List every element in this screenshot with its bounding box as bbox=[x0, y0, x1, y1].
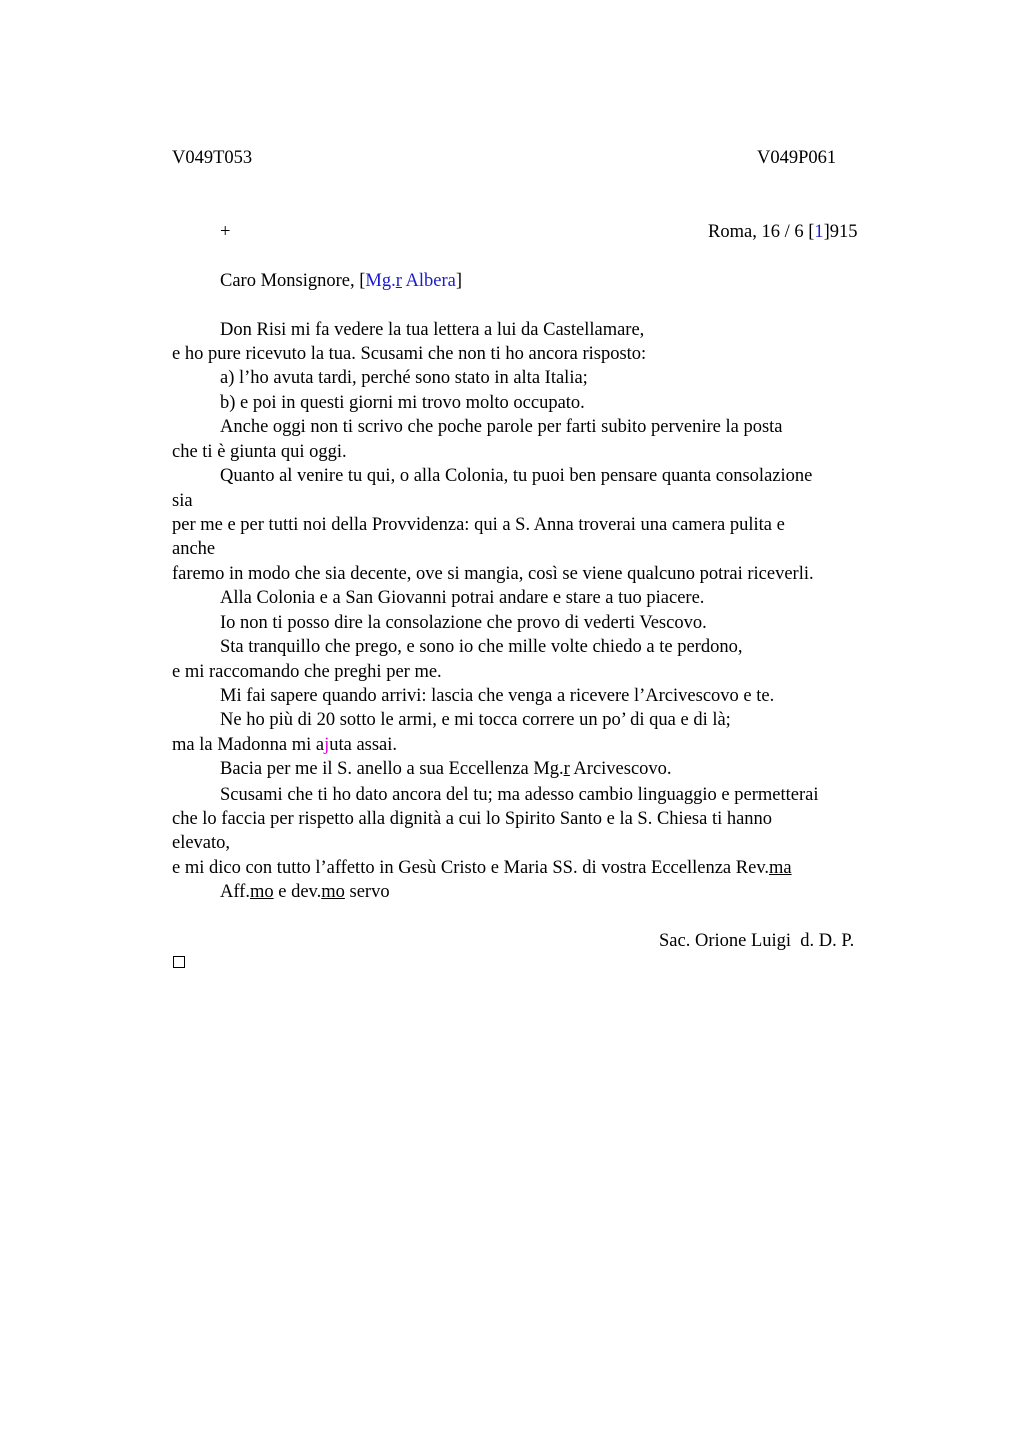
body-line-22: elevato, bbox=[172, 833, 231, 853]
body-line-11: faremo in modo che sia decente, ove si mangia, così se viene qualcuno potrai riceverli. bbox=[172, 564, 814, 584]
document-code-left: V049T053 bbox=[172, 148, 253, 168]
closing-part-3: servo bbox=[344, 882, 390, 902]
salutation-close: ] bbox=[455, 271, 463, 291]
body-line-23 bbox=[172, 856, 792, 880]
body-line-10: anche bbox=[172, 539, 216, 559]
body-line-7: Quanto al venire tu qui, o alla Colonia, tu puoi ben pensare quanta consolazione bbox=[220, 466, 813, 486]
body-line-12: Alla Colonia e a San Giovanni potrai andare e stare a tuo piacere. bbox=[220, 588, 705, 608]
body-line-4: b) e poi in questi giorni mi trovo molto occupato. bbox=[220, 393, 585, 413]
salutation-name: Albera bbox=[401, 271, 456, 291]
abbr-superscript: ma bbox=[769, 858, 792, 878]
body-line-20: Scusami che ti ho dato ancora del tu; ma adesso cambio linguaggio e permetterai bbox=[220, 785, 819, 805]
abbr-superscript: mo bbox=[321, 882, 345, 902]
letter-date bbox=[708, 220, 858, 244]
body-line-1: Don Risi mi fa vedere la tua lettera a lui da Castellamare, bbox=[220, 320, 645, 340]
signature: Sac. Orione Luigi d. D. P. bbox=[659, 931, 855, 951]
body-line-8: sia bbox=[172, 491, 193, 511]
body-line-16: Mi fai sapere quando arrivi: lascia che venga a ricevere l’Arcivescovo e te. bbox=[220, 686, 775, 706]
date-suffix: ]915 bbox=[823, 222, 858, 242]
body-line-3: a) l’ho avuta tardi, perché sono stato in alta Italia; bbox=[220, 368, 588, 388]
end-of-document-box-icon bbox=[173, 956, 185, 968]
salutation-abbr-sup: r bbox=[395, 271, 402, 291]
closing-line bbox=[220, 880, 390, 904]
body-line-2: e ho pure ricevuto la tua. Scusami che non ti ho ancora risposto: bbox=[172, 344, 647, 364]
body-line-6: che ti è giunta qui oggi. bbox=[172, 442, 347, 462]
highlighted-letter: j bbox=[324, 735, 330, 755]
body-line-21: che lo faccia per rispetto alla dignità a cui lo Spirito Santo e la S. Chiesa ti hanno bbox=[172, 809, 773, 829]
closing-part-2: e dev. bbox=[273, 882, 322, 902]
body-line-19 bbox=[220, 757, 672, 781]
line-19-start: Bacia per me il S. anello a sua Eccellenza Mg. bbox=[220, 759, 564, 779]
date-prefix: Roma, 16 / 6 [ bbox=[708, 222, 815, 242]
body-line-5: Anche oggi non ti scrivo che poche parole per farti subito pervenire la posta bbox=[220, 417, 783, 437]
line-19-end: Arcivescovo. bbox=[569, 759, 672, 779]
body-line-9: per me e per tutti noi della Provvidenza: qui a S. Anna troverai una camera pulita e bbox=[172, 515, 785, 535]
body-line-18 bbox=[172, 733, 397, 757]
salutation bbox=[220, 269, 462, 293]
line-23-start: e mi dico con tutto l’affetto in Gesù Cristo e Maria SS. di vostra Eccellenza Rev. bbox=[172, 858, 769, 878]
date-editorial-digit: 1 bbox=[814, 222, 824, 242]
abbr-superscript: r bbox=[563, 759, 570, 779]
cross-symbol: + bbox=[220, 222, 231, 242]
salutation-abbr: Mg. bbox=[365, 271, 396, 291]
closing-part-1: Aff. bbox=[220, 882, 250, 902]
body-line-15: e mi raccomando che preghi per me. bbox=[172, 662, 442, 682]
body-line-13: Io non ti posso dire la consolazione che provo di vederti Vescovo. bbox=[220, 613, 707, 633]
body-line-17: Ne ho più di 20 sotto le armi, e mi tocca correre un po’ di qua e di là; bbox=[220, 710, 731, 730]
line-18-start: ma la Madonna mi a bbox=[172, 735, 325, 755]
salutation-text: Caro Monsignore, [ bbox=[220, 271, 366, 291]
line-18-end: uta assai. bbox=[329, 735, 398, 755]
document-code-right: V049P061 bbox=[757, 148, 837, 168]
abbr-superscript: mo bbox=[249, 882, 274, 902]
body-line-14: Sta tranquillo che prego, e sono io che mille volte chiedo a te perdono, bbox=[220, 637, 743, 657]
